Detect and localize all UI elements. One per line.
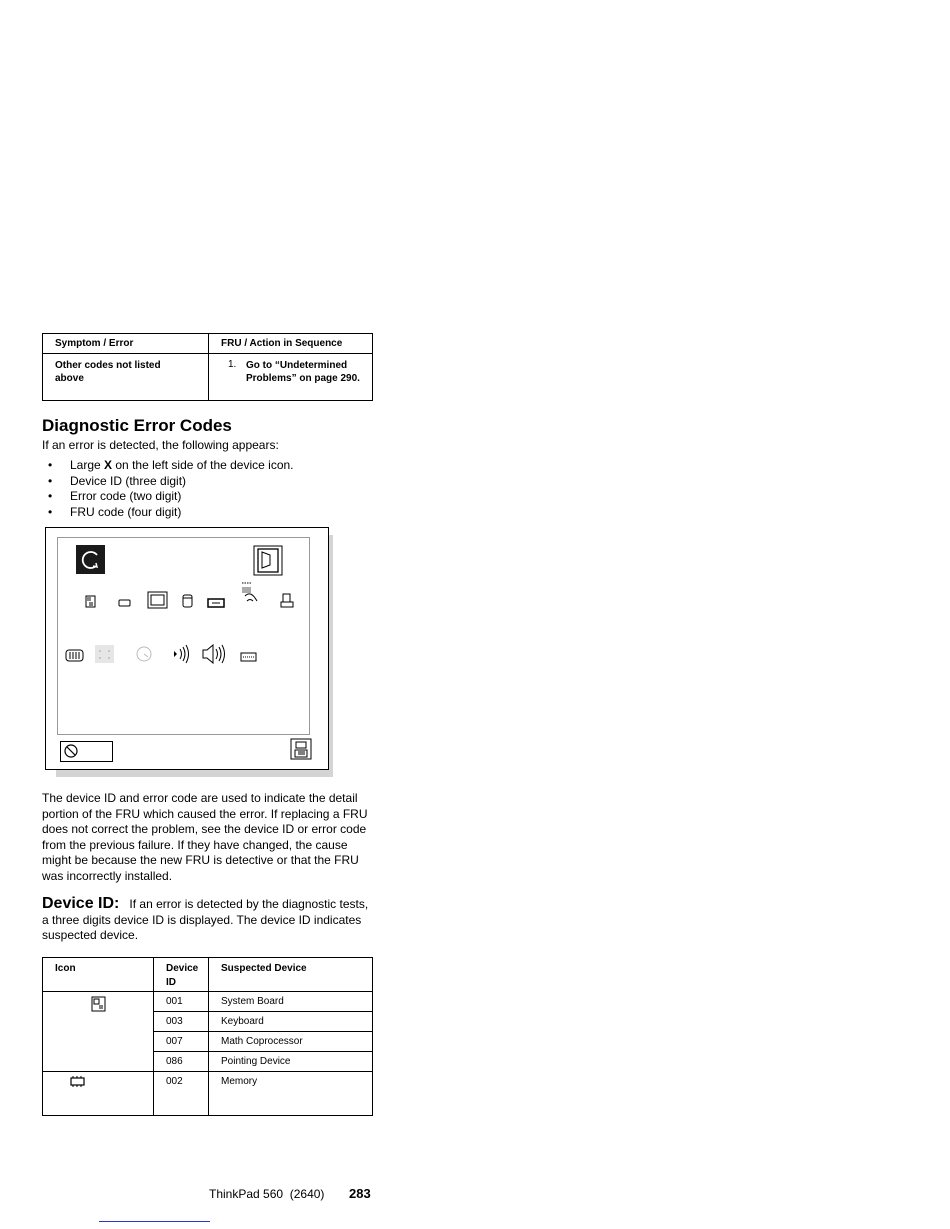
- symptom-cell: Other codes not listed above: [43, 354, 209, 401]
- page-number: 283: [349, 1186, 371, 1201]
- exit-door-icon: [254, 546, 282, 575]
- device-id-label: Device ID:: [42, 895, 120, 912]
- device-id-cell: 086: [154, 1052, 209, 1072]
- speaker-icon: [203, 645, 225, 663]
- pc-card-icon: [241, 653, 256, 661]
- action-header: FRU / Action in Sequence: [209, 334, 373, 354]
- section-title: Diagnostic Error Codes: [42, 416, 232, 435]
- memory-icon: [43, 1072, 153, 1092]
- table-row: [43, 1072, 373, 1116]
- memory-icon: [119, 600, 130, 606]
- symptom-header: Symptom / Error: [43, 334, 209, 354]
- table-row: [43, 992, 373, 1012]
- device-name-cell: Memory: [209, 1072, 373, 1116]
- bullet-item: • Device ID (three digit): [48, 473, 187, 488]
- system-board-icon: [86, 596, 95, 607]
- icon-cell: [43, 992, 154, 1072]
- diskette-drive-icon: [208, 599, 224, 607]
- device-id-cell: 001: [154, 992, 209, 1012]
- icon-cell: [43, 1072, 154, 1116]
- section-intro: If an error is detected, the following appears:: [42, 438, 279, 452]
- message-box: [60, 741, 113, 762]
- printer-icon: [281, 594, 293, 607]
- device-id-cell: 007: [154, 1032, 209, 1052]
- icon-header: Icon: [43, 958, 154, 992]
- pointing-device-icon: [242, 583, 257, 601]
- bullet-item: • Error code (two digit): [48, 489, 182, 503]
- display-icon: [148, 592, 167, 608]
- explanation-paragraph: The device ID and error code are used to indicate the detail portion of the FRU which caused the error. If replacing a FRU does not correct the problem, see the device ID or error code from the previous failure. If they have changed, the cause might be because the new FRU is detective or that the FRU was incorrectly installed.: [42, 791, 368, 883]
- bullet-item: • Large X on the left side of the device icon.: [48, 458, 294, 472]
- diskette-icon: [291, 739, 311, 759]
- restart-icon: [76, 545, 105, 574]
- hard-disk-icon: [183, 595, 192, 607]
- system-board-icon: [43, 992, 153, 1016]
- link-underline[interactable]: [99, 1221, 210, 1222]
- device-id-header: Device ID: [154, 958, 209, 992]
- timer-icon: [137, 647, 151, 661]
- footer-title: ThinkPad 560 (2640): [209, 1187, 325, 1201]
- device-name-cell: System Board: [209, 992, 373, 1012]
- device-name-cell: Pointing Device: [209, 1052, 373, 1072]
- device-name-cell: Math Coprocessor: [209, 1032, 373, 1052]
- modem-icon: [66, 650, 83, 661]
- device-id-cell: 002: [154, 1072, 209, 1116]
- device-table: [42, 957, 373, 1116]
- parallel-port-icon: [95, 645, 114, 663]
- device-name-cell: Keyboard: [209, 1012, 373, 1032]
- device-id-text: If an error is detected by the diagnostic tests, a three digits device ID is displayed. The device ID indicates suspected device.: [42, 897, 369, 943]
- device-id-cell: 003: [154, 1012, 209, 1032]
- infrared-icon: [174, 645, 189, 663]
- device-id-paragraph: [42, 896, 372, 944]
- bullet-item: • FRU code (four digit): [48, 504, 182, 519]
- action-cell: 1. Go to “Undetermined Problems” on page 290.: [209, 354, 373, 401]
- suspected-device-header: Suspected Device: [209, 958, 373, 992]
